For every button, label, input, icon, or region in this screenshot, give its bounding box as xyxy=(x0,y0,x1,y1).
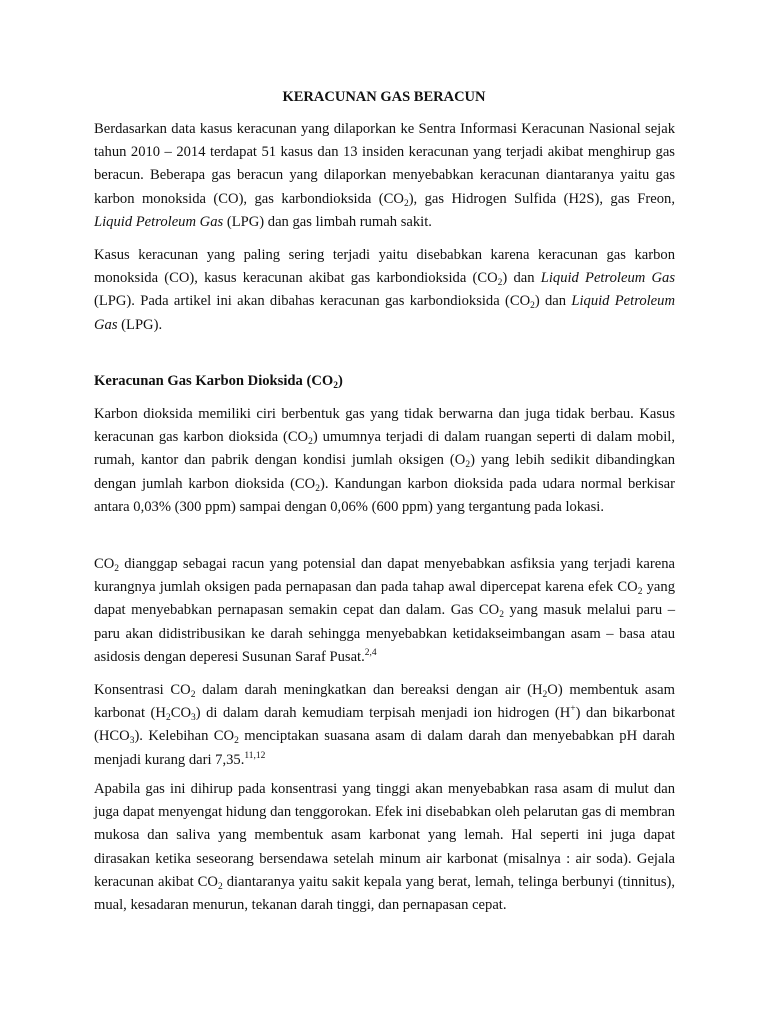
paragraph-symptoms xyxy=(94,778,675,917)
text-run: CO xyxy=(94,556,115,572)
text-run: (LPG). Pada artikel ini akan dibahas keracunan gas karbondioksida (CO xyxy=(94,293,531,310)
section-heading xyxy=(94,371,675,391)
text-run: Kasus keracunan yang paling sering terjadi yaitu disebabkan karena keracunan gas karbon monoksida (CO), kasus keracunan akibat gas karbondioksida (CO xyxy=(94,247,675,287)
text-run: ) dan xyxy=(502,270,541,287)
text-run: Karbon dioksida memiliki ciri berbentuk gas yang tidak berwarna dan juga tidak berbau. Kasus keracunan gas karbon dioksida (CO xyxy=(94,406,675,446)
text-run: (LPG). xyxy=(117,316,163,333)
citation: 2,4 xyxy=(364,647,377,658)
subscript: 2 xyxy=(234,736,239,747)
subscript: 2 xyxy=(217,881,223,892)
subscript: 3 xyxy=(191,713,196,724)
text-run: menciptakan suasana asam di dalam darah dan menyebabkan pH darah menjadi kurang dari 7,35. xyxy=(94,728,675,768)
superscript: + xyxy=(570,704,576,715)
subscript: 2 xyxy=(497,278,503,289)
paragraph-common-cases xyxy=(94,244,675,337)
paragraph-co2-description xyxy=(94,403,675,519)
paragraph-co2-toxicity xyxy=(94,553,675,669)
italic-term: Liquid Petroleum Gas xyxy=(94,213,224,230)
subscript: 2 xyxy=(315,483,320,494)
text-run: yang masuk melalui paru – paru akan didistribusikan ke darah sehingga menyebabkan ketidakseimbangan asam – basa atau asidosis dengan deperesi Susunan Saraf Pusat. xyxy=(94,602,675,665)
text-run: ) di dalam darah kemudiam terpisah menjadi ion hidrogen (H xyxy=(195,705,571,722)
subscript: 2 xyxy=(333,381,338,391)
text-run: dalam darah meningkatkan dan bereaksi dengan air (H xyxy=(195,682,543,698)
paragraph-blood-chemistry xyxy=(94,679,675,772)
subscript: 3 xyxy=(129,736,135,747)
document-title: KERACUNAN GAS BERACUN xyxy=(282,89,486,105)
text-run: Konsentrasi CO xyxy=(94,682,191,698)
subscript: 2 xyxy=(403,198,409,209)
text-run: O) membentuk asam karbonat (H xyxy=(94,682,675,722)
text-run: ) dan bikarbonat (HCO xyxy=(94,705,676,745)
text-run: ), gas Hidrogen Sulfida (H2S), gas Freon, xyxy=(408,190,675,207)
text-run: yang dapat menyebabkan pernapasan semakin cepat dan dalam. Gas CO xyxy=(94,579,675,619)
text-run: ). Kelebihan CO xyxy=(134,728,235,745)
text-run: dianggap sebagai racun yang potensial dan dapat menyebabkan asfiksia yang terjadi karena kurangnya jumlah oksigen pada pernapasan dan pada tahap awal dipercepat karena efek CO xyxy=(94,556,675,596)
subscript: 2 xyxy=(190,690,196,700)
subscript: 2 xyxy=(542,690,548,700)
text-run: CO xyxy=(170,705,191,722)
italic-term: Liquid Petroleum Gas xyxy=(94,293,675,333)
subscript: 2 xyxy=(530,301,535,312)
text-run: ) umumnya terjadi di dalam ruangan seperti di dalam mobil, rumah, kantor dan pabrik dengan kondisi jumlah oksigen (O xyxy=(94,429,675,469)
paragraph-intro xyxy=(94,118,675,234)
text-run: Berdasarkan data kasus keracunan yang dilaporkan ke Sentra Informasi Keracunan Nasional sejak tahun 2010 – 2014 terdapat 51 kasus dan 13 insiden keracunan yang terjadi akibat menghirup gas beracun. Beberapa gas beracun yang dilaporkan menyebabkan keracunan diantaranya yaitu gas karbon monoksida (CO), gas karbondioksida (CO xyxy=(94,121,675,207)
subscript: 2 xyxy=(499,610,504,621)
text-run: Apabila gas ini dihirup pada konsentrasi yang tinggi akan menyebabkan rasa asam di mulut dan juga dapat menyengat hidung dan tenggorokan. Efek ini disebabkan oleh pelarutan gas di membran mukosa dan saliva yang membentuk asam karbonat yang lemah. Hal seperti ini juga dapat dirasakan ketika seseorang bersendawa setelah minum air karbonat (misalnya : air soda). Gejala keracunan akibat CO xyxy=(94,781,675,890)
text-run: ) yang lebih sedikit dibandingkan dengan jumlah karbon dioksida (CO xyxy=(94,452,675,492)
text-run: ) dan xyxy=(534,293,572,310)
heading-text: ) xyxy=(337,373,343,389)
heading-text: Keracunan Gas Karbon Dioksida (CO xyxy=(94,373,334,389)
subscript: 2 xyxy=(465,460,471,471)
citation: 11,12 xyxy=(244,750,266,761)
text-run: (LPG) dan gas limbah rumah sakit. xyxy=(223,213,432,230)
subscript: 2 xyxy=(637,587,643,598)
subscript: 2 xyxy=(114,564,120,574)
subscript: 2 xyxy=(165,713,171,724)
subscript: 2 xyxy=(308,437,313,448)
text-run: ). Kandungan karbon dioksida pada udara normal berkisar antara 0,03% (300 ppm) sampai dengan 0,06% (600 ppm) yang tergantung pada lokasi. xyxy=(94,475,675,515)
text-run: diantaranya yaitu sakit kepala yang berat, lemah, telinga berbunyi (tinnitus), mual, kesadaran menurun, tekanan darah tinggi, dan pernapasan cepat. xyxy=(94,873,676,914)
italic-term: Liquid Petroleum Gas xyxy=(540,270,675,287)
